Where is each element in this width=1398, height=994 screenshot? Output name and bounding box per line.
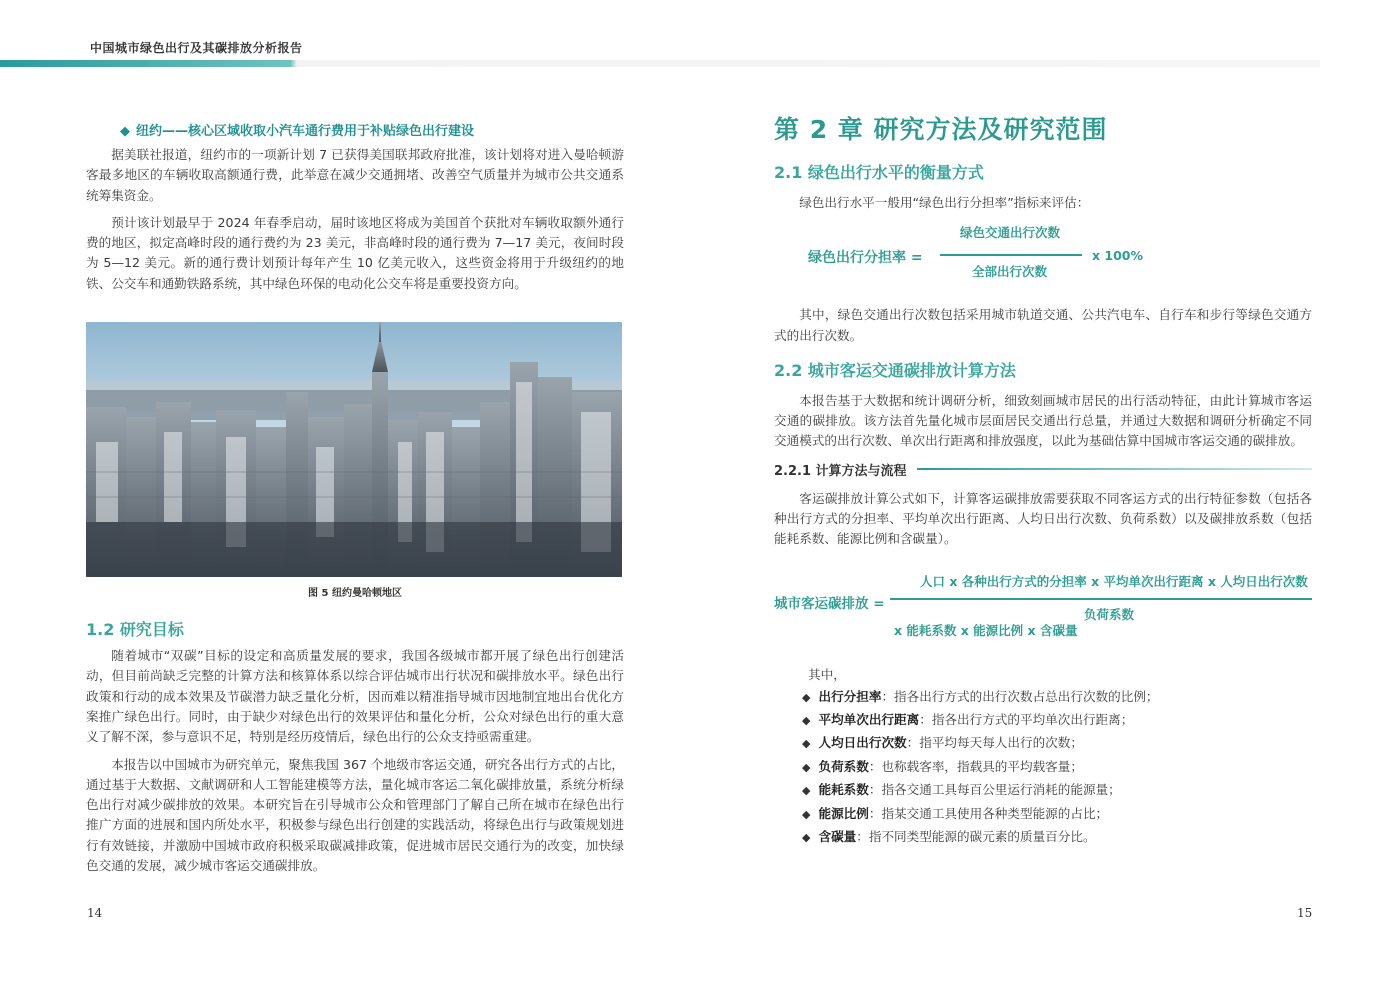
formula2-lhs: 城市客运碳排放 = [774,595,885,612]
list-item: ◆ 能耗系数：指各交通工具每百公里运行消耗的能源量； [802,782,1121,798]
case-paragraph-1: 据美联社报道，纽约市的一项新计划 7 已获得美国联邦政府批准，该计划将对进入曼哈顿游客最多地区的车辆收取高额通行费，此举意在减少交通拥堵、改善空气质量并为城市公共交通系统筹集资金。 [86,147,624,203]
diamond-icon: ◆ [802,737,811,751]
green-share-formula [774,223,1312,293]
report-header-title: 中国城市绿色出行及其碳排放分析报告 [90,41,303,55]
list-item: ◆ 出行分担率：指各出行方式的出行次数占总出行次数的比例； [802,688,1159,704]
formula1-lhs: 绿色出行分担率 = [808,250,923,267]
formula1-factor: x 100% [1092,248,1144,264]
subsection-title-2-2-1 [774,460,1312,479]
definitions-list [774,686,1312,850]
s22-paragraph: 本报告基于大数据和统计调研分析，细致刻画城市居民的出行活动特征，由此计算城市客运交通的碳排放。该方法首先量化城市层面居民交通出行总量，并通过大数据和调研分析确定不同交通模式的出行次数、单次出行距离和排放强度，以此为基础估算中国城市客运交通的碳排放。 [774,392,1312,449]
section-title-2-1: 2.1 绿色出行水平的衡量方式 [774,163,984,182]
formula2-denominator: 负荷系数 [1084,606,1135,622]
chapter-title: 第 2 章 研究方法及研究范围 [774,115,1108,144]
formula2-fraction-bar [890,598,1312,600]
list-item: ◆ 能源比例：指某交通工具使用各种类型能源的占比； [802,805,1109,821]
city-skyline-illustration [86,322,622,577]
header-accent-bar [0,60,1320,67]
subsection-title-text: 2.2.1 计算方法与流程 [774,463,907,479]
section-paragraph-2: 本报告以中国城市为研究单元，聚焦我国 367 个地级市客运交通，研究各出行方式的占比，通过基于大数据、文献调研和人工智能建模等方法，量化城市客运二氧化碳排放量，系统分析绿色出行对减少碳排放的效果。本研究旨在引导城市公众和管理部门了解自己所在城市在绿色出行推广方面的进展和国内所处水平，积极参与绿色出行创建的实践活动，将绿色出行与政策规划进行有效链接，并激励中国城市政府积极采取碳减排政策，促进城市居民交通行为的改变，加快绿色交通的发展，减少城市客运交通碳排放。 [86,756,624,874]
diamond-icon: ◆ [802,760,811,774]
right-page [774,110,1312,850]
carbon-emission-formula [774,574,1312,650]
diamond-icon: ◆ [802,690,811,704]
case-title-text: 纽约——核心区域收取小汽车通行费用于补贴绿色出行建设 [136,124,475,139]
formula2-tail: x 能耗系数 x 能源比例 x 含碳量 [894,622,1078,638]
case-title [120,120,624,139]
s21-note: 其中，绿色交通出行次数包括采用城市轨道交通、公共汽电车、自行车和步行等绿色交通方式的出行次数。 [774,307,1312,343]
definitions-intro: 其中， [808,666,846,682]
diamond-icon: ◆ [802,831,811,845]
formula1-numerator: 绿色交通出行次数 [960,225,1061,241]
section-title-2-2: 2.2 城市客运交通碳排放计算方法 [774,360,1016,380]
manhattan-skyline-photo [86,322,622,577]
s221-paragraph: 客运碳排放计算公式如下，计算客运碳排放需要获取不同客运方式的出行特征参数（包括各种出行方式的分担率、平均单次出行距离、人均日出行次数、负荷系数）以及碳排放系数（包括能耗系数、能源比例和含碳量）。 [774,490,1312,547]
s21-intro: 绿色出行水平一般用“绿色出行分担率”指标来评估： [799,195,1090,210]
list-item: ◆ 负荷系数：也称载客率，指载具的平均载客量； [802,758,1083,774]
list-item: ◆ 含碳量：指不同类型能源的碳元素的质量百分比。 [802,829,1096,845]
page-number-right: 15 [1297,906,1313,920]
formula1-denominator: 全部出行次数 [972,264,1048,280]
page-number-left: 14 [87,906,103,920]
list-item: ◆ 人均日出行次数：指平均每天每人出行的次数； [802,735,1083,751]
formula2-numerator: 人口 x 各种出行方式的分担率 x 平均单次出行距离 x 人均日出行次数 [920,573,1308,589]
diamond-icon: ◆ [802,714,811,728]
section-title-1-2: 1.2 研究目标 [86,620,184,640]
left-page [86,112,624,876]
section-paragraph-1: 随着城市“双碳”目标的设定和高质量发展的要求，我国各级城市都开展了绿色出行创建活动，但目前尚缺乏完整的计算方法和核算体系以综合评估城市出行状况和碳排放水平。绿色出行政策和行动的成本效果及节碳潜力缺乏量化分析，因而难以精准指导城市因地制宜地出台优化方案推广绿色出行。同时，由于缺少对绿色出行的效果评估和量化分析，公众对绿色出行的重大意义了解不深，参与意识不足，特别是经历疫情后，绿色出行的公众支持亟需重建。 [86,648,624,745]
diamond-icon: ◆ [120,124,130,139]
list-item: ◆ 平均单次出行距离：指各出行方式的平均单次出行距离； [802,712,1134,728]
case-paragraph-2: 预计该计划最早于 2024 年春季启动，届时该地区将成为美国首个获批对车辆收取额外通行费的地区，拟定高峰时段的通行费约为 23 美元，非高峰时段的通行费为 7—17 美元，夜间时段为 5—12 美元。新的通行费计划预计每年产生 10 亿美元收入，这些资金将用于升级纽约的地铁、公交车和通勤铁路系统，其中绿色环保的电动化公交车将是重要投资方向。 [86,214,624,291]
subsection-rule [917,468,1312,470]
diamond-icon: ◆ [802,807,811,821]
diamond-icon: ◆ [802,784,811,798]
figure-caption: 图 5 纽约曼哈顿地区 [308,588,402,600]
